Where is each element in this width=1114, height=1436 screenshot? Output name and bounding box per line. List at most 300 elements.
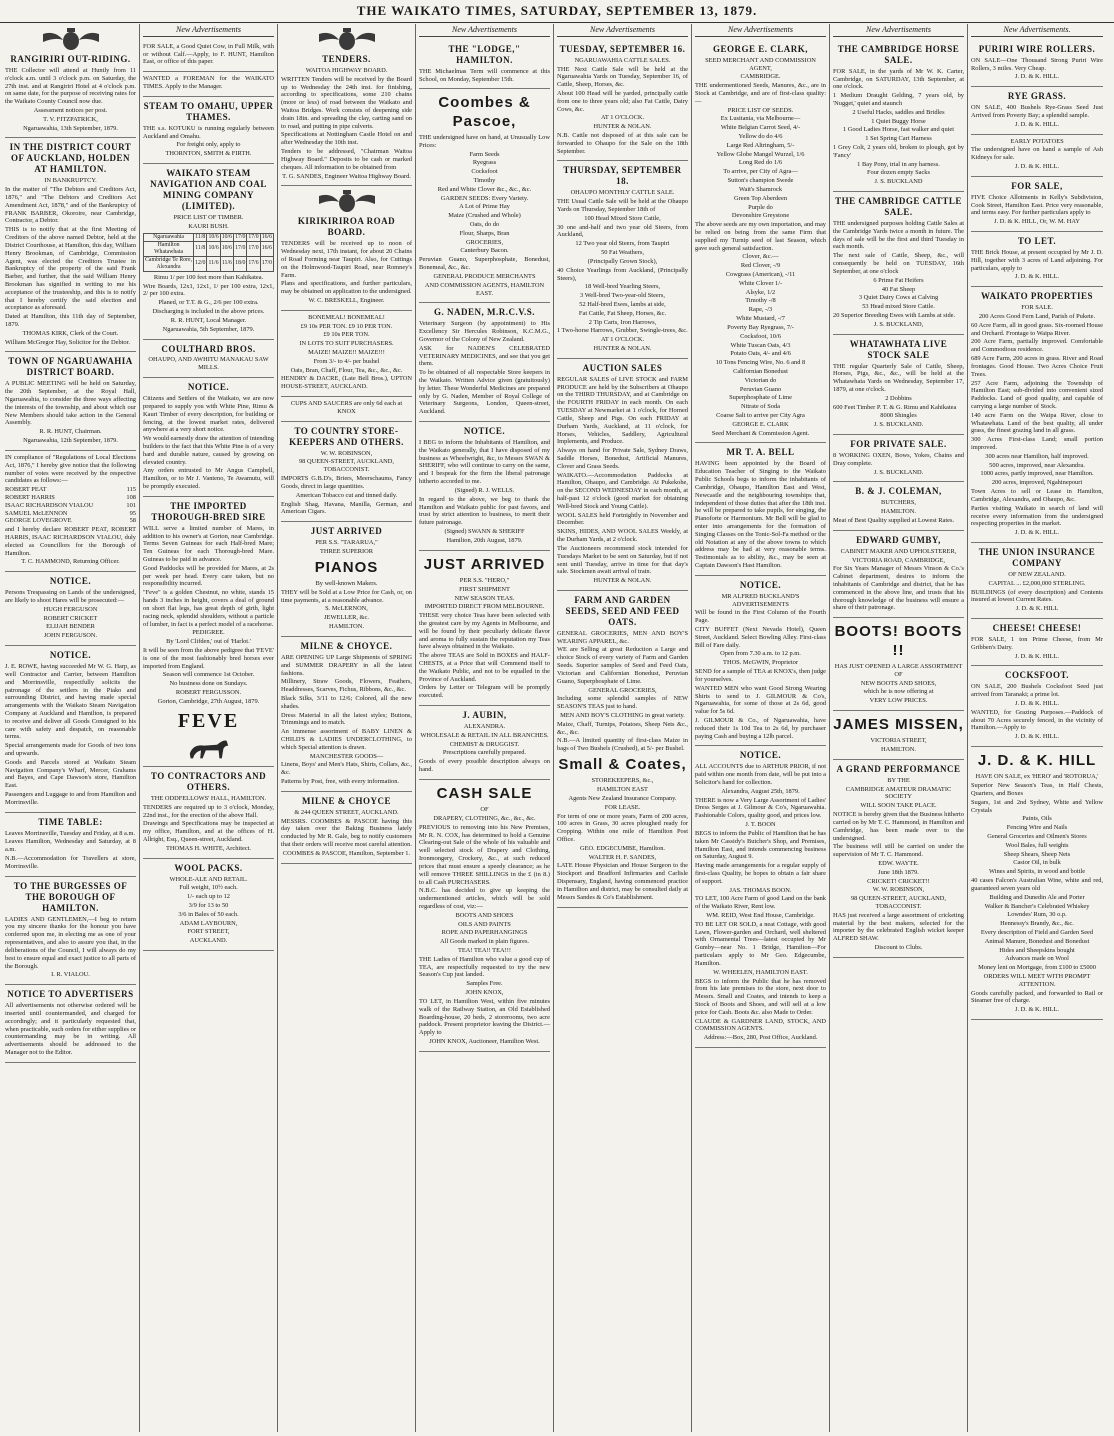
ad-title: NOTICE. xyxy=(49,650,92,661)
ad-text: Rimu 1/ per 100 feet more than Kahikatea. xyxy=(153,273,264,281)
ad-text: HUNTER & NOLAN. xyxy=(593,577,652,585)
ad-text: WHOLESALE & RETAIL IN ALL BRANCHES. xyxy=(420,731,549,739)
ad-text: 1/- each up to 12 xyxy=(187,893,230,901)
ad-text: An immense assortment of BABY LINEN & CHILD'S & LADIES UNDERCLOTHING, to which Special attention is drawn. xyxy=(281,728,412,751)
ad-text: GROCERIES, xyxy=(465,238,504,246)
table-cell: 17/0 xyxy=(235,233,246,240)
ad-text: THESE very choice Teas have been selected with the greatest care by my Agents in Melbourne, and will be found by their peculiarly delicate flavor and aroma to fully sustain the reputation my Teas have always obtained in the Waikato. xyxy=(419,612,550,651)
advertisement xyxy=(143,767,274,859)
ad-text: Wire Boards, 12x1, 12x1, 1/ per 100 extra, 12x1, 2/ per 100 extra. xyxy=(143,282,274,298)
ad-text: WANTED a FOREMAN for the WAIKATO TIMES. Apply to the Manager. xyxy=(143,75,274,90)
ad-text: All advertisements not otherwise ordered will be inserted until countermanded, and charged for accordingly; and it particularly requested that, when practicable, such orders for either supplies or countermanding may be in writing. All advertisements should be addressed to the Manager not to the Editor. xyxy=(5,1002,136,1056)
ad-text: MESSRS. COOMBES & PASCOE having this day taken over the Baking Business lately conducted by Mr R. Gale, beg to notify customers that their orders will receive most careful attention. xyxy=(281,817,412,849)
ad-text: Purple do xyxy=(748,203,773,211)
ad-text: J. S. BUCKLAND. xyxy=(873,421,924,429)
vote-list xyxy=(5,486,136,525)
ad-text: JOHN KNOX, xyxy=(465,989,504,997)
ad-display-heading: PIANOS xyxy=(314,558,379,576)
ad-text: White Tuscan Oats, 4/3 xyxy=(730,341,791,349)
columns-container xyxy=(2,24,1112,1432)
ad-text: 10 Tons Fencing Wire, No. 6 and 8 xyxy=(715,359,806,367)
column-7 xyxy=(830,24,968,1432)
ad-text: BY THE xyxy=(887,776,910,784)
ad-text: 6 Prime Fat Heifers xyxy=(873,276,924,284)
advertisement xyxy=(419,422,550,551)
ad-title: CHEESE! CHEESE! xyxy=(992,622,1082,633)
ad-text: HUNTER & NOLAN. xyxy=(593,345,652,353)
ad-text: FIRST SHIPMENT xyxy=(459,585,510,593)
ad-display-heading: JAMES MISSEN, xyxy=(833,715,964,733)
ad-text: 40 Fat Sheep xyxy=(881,285,916,293)
ad-text: THIS is to notify that at the first Meeting of Creditors of the above named Debtor, held at the District Courthouse, at Hamilton, this day, William Henry Brookman, of Cambridge, Commission Agent, was elected the Creditors Trustee in Bankruptcy of the property of the said Frank Barber, and further, that the said William Henry Brookman has signified in writing to me his acceptance of the trusteeship, and this is to notify that I hereby certify the said election and acceptance as aforesaid. xyxy=(5,226,136,312)
ad-text: TO LET, in Hamilton West, within five minutes walk of the Railway Station, an Old Established Boarding-house, 20 beds, 2 storerooms, two acre paddock. Present proprietor leaving the District.—Apply to xyxy=(419,997,550,1037)
ad-text: 1 Two-horse Harrows, Grubber, Swingle-trees, &c. xyxy=(557,327,688,335)
ad-text: THE undersigned purposes holding Cattle Sales at the Cambridge Yards twice a month in future. The days of sale will be the first and third Tuesday in each month. xyxy=(833,220,964,251)
ad-text: THE Michaelmas Term will commence at this School, on Monday, September 15th. xyxy=(419,67,550,83)
ad-text: Hides and Sheepskins bought xyxy=(999,946,1075,954)
ad-text: White Clover 1/- xyxy=(738,279,783,287)
column-4 xyxy=(416,24,554,1432)
advertisement xyxy=(557,161,688,358)
advertisement xyxy=(143,340,274,379)
ad-text: AT 1 O'CLOCK. xyxy=(600,114,645,122)
ad-text: J. D. & K. HILL. xyxy=(1014,120,1060,128)
ad-text: JAS. THOMAS BOON. xyxy=(729,886,792,894)
ad-text: J. D. & K. HILL. xyxy=(1014,652,1060,660)
ad-text: Advances made on Wool xyxy=(1005,955,1069,963)
column-heading: New Advertisements xyxy=(419,24,550,37)
ad-title: FOR SALE, xyxy=(1011,180,1063,191)
ad-text: ELIJAH BENDER xyxy=(46,623,95,631)
ad-title: WHATAWHATA LIVE STOCK SALE xyxy=(849,338,948,360)
ad-text: Citizens and Settlers of the Waikato, we are now prepared to supply you with White Pine, Rimu & Kauri Timber of every description, for building or fencing, at the lowest market rates, delivered anywhere at a very short notice. xyxy=(143,395,274,434)
ad-text: WILL SOON TAKE PLACE. xyxy=(860,802,937,810)
ad-text: Always on hand for Private Sale, Sydney Draws, Saddle Horses, Bonedust, Artificial Manures, Clover and Grass Seeds. xyxy=(557,447,688,470)
ad-text: ROPE AND PAPERHANGINGS xyxy=(441,929,528,937)
vote-count: 95 xyxy=(129,509,136,517)
ad-text: OHAUPO MONTHLY CATTLE SALE. xyxy=(570,189,675,197)
ad-text: IMPORTS G.B.D's, Briers, Meerschaums, Fancy Goods, direct in large quantities. xyxy=(281,475,412,490)
column-heading: New Advertisements xyxy=(143,24,274,37)
ad-text: Cocksfoot, 10/6 xyxy=(740,332,781,340)
ad-text: HAMILTON. xyxy=(329,623,364,631)
column-3 xyxy=(278,24,416,1432)
ad-text: BEGS to inform the Public of Hamilton that he has taken Mr Cassidy's Butcher's Shop, and Premises, Hamilton East, and intends commencing business on Saturday, August 9. xyxy=(695,829,826,861)
ad-text: PER S.S. "TARARUA," xyxy=(315,539,378,547)
table-cell: 17/0 xyxy=(234,241,247,256)
ad-text: The above TEAS are Sold in BOXES and HALF-CHESTS, at a Price that will Commend itself to the Waikato Public, and not to be equalled in the Province of Auckland. xyxy=(419,652,550,683)
ad-text: White Mustard, -/7 xyxy=(736,315,785,323)
ad-text: Ngaruawahia, 5th September, 1879. xyxy=(162,325,255,333)
ad-text: Superphosphate of Lime xyxy=(729,394,792,402)
advertisement xyxy=(419,303,550,422)
ad-text: LADIES AND GENTLEMEN,—I beg to return you my sincere thanks for the honour you have conferred upon me, in electing me as one of your representatives, and also to assure you that, in the deliberations of the Council, I will always do my best to ensure equal and exact justice to all parts of the Borough. xyxy=(5,915,136,970)
ad-title: THURSDAY, SEPTEMBER 18. xyxy=(563,165,682,187)
advertisement xyxy=(971,666,1103,747)
ad-text: 1 Bay Pony, trial in any harness. xyxy=(857,160,940,168)
ad-title: J. AUBIN, xyxy=(462,710,507,721)
advertisement xyxy=(143,378,274,497)
ad-text: Farm Seeds xyxy=(469,150,500,158)
ad-text: Large Red Altringham, 5/- xyxy=(726,141,795,149)
ad-text: J. D. & K. HILL. xyxy=(1014,733,1060,741)
ad-text: Maize (Crushed and Whole) xyxy=(448,212,521,220)
ad-text: PER S.S. "HERO," xyxy=(459,576,510,584)
ad-title: NOTICE. xyxy=(187,382,230,393)
ad-text: Castor Oil, in bulk xyxy=(1013,859,1061,867)
advertisement xyxy=(281,792,412,864)
ad-text: N.B.—Accommodation for Travellers at store, Morrinsville. xyxy=(5,855,136,870)
ad-text: 1 Grey Colt, 2 years old, broken to plough, got by 'Fancy' xyxy=(833,144,964,159)
ad-text: Fat Cattle, Fat Sheep, Horses, &c. xyxy=(578,309,667,317)
ad-text: WHOLE-ALE AND RETAIL. xyxy=(169,875,248,883)
ad-text: Flour, Sharps, Bran xyxy=(459,229,510,237)
ad-text: 30 one and-half and two year old Steers, from Auckland, xyxy=(557,223,688,239)
ad-text: 500 acres, improved, near Alexandra. xyxy=(989,461,1085,469)
ad-text: Sheep Shears, Sheep Nets xyxy=(1003,850,1071,858)
ad-text: About 100 Head will be yarded, principally cattle from one to three years old; also Fat Cattle, Dairy Cows, &c. xyxy=(557,89,688,113)
ad-text: Specifications at Nottingham Castle Hotel on and after Wednesday the 10th inst. xyxy=(281,131,412,147)
ad-text: Long Red do 1/6 xyxy=(738,159,783,167)
ad-text: T. V. FITZPATRICK, xyxy=(43,115,98,123)
ad-text: COOMBES & PASCOE, Hamilton, September 1. xyxy=(282,849,411,857)
ad-text: Special arrangements made for Goods of two tons and upwards. xyxy=(5,742,136,757)
ad-text: 3/9 for 13 to 50 xyxy=(188,902,229,910)
ad-text: General Groceries and Oilmen's Stores xyxy=(987,833,1087,841)
advertisement xyxy=(143,859,274,951)
ad-text: OF xyxy=(480,806,489,814)
ad-title: STEAM TO OMAHU, UPPER THAMES. xyxy=(143,100,274,122)
advertisement xyxy=(695,443,826,575)
ad-text: JOHN KNOX, Auctioneer, Hamilton West. xyxy=(429,1037,540,1045)
ad-text: Money lent on Mortgage, from £100 to £5000 xyxy=(978,964,1096,972)
ad-text: Hamilton, 20th August, 1879. xyxy=(446,536,523,544)
ad-text: 200 acres, improved, Ngahinepouri xyxy=(991,479,1083,487)
ad-text: DRAPERY, CLOTHING, &c., &c., &c. xyxy=(433,815,536,823)
ad-title: NOTICE. xyxy=(739,750,782,761)
ad-text: OF NEW ZEALAND. xyxy=(1008,570,1066,578)
ad-text: ORDERS WILL MEET WITH PROMPT ATTENTION. xyxy=(983,973,1091,988)
ad-text: 18 Well-bred Yearling Steers, xyxy=(584,283,661,291)
ad-text: HAMILTON EAST xyxy=(597,786,648,794)
advertisement xyxy=(971,232,1103,287)
ad-text: 3 Well-bred Two-year-old Steers, xyxy=(580,292,665,300)
ad-text: GEO. EDGECUMBE, Hamilton. xyxy=(579,844,666,852)
ad-text: CUPS AND SAUCERS are only 6d each at KNOX xyxy=(290,400,403,415)
ad-text: Meat of Best Quality supplied at Lowest Rates. xyxy=(833,517,955,524)
advertisement xyxy=(5,877,136,985)
table-cell: 10/6 xyxy=(220,241,233,256)
ad-text: Peruvian Guano xyxy=(739,385,782,393)
ad-text: Yellow Globe Mangel Wurzel, 1/6 xyxy=(716,150,805,158)
ad-text: WAITOA HIGHWAY BOARD. xyxy=(305,66,388,74)
ad-text: FORT STREET, xyxy=(187,928,230,936)
ad-text: THE ODDFELLOWS' HALL, HAMILTON. xyxy=(150,794,267,802)
ad-text: 300 acres near Hamilton, half improved. xyxy=(985,452,1089,460)
ad-text: A PUBLIC MEETING will be held on Saturday, the 20th September, at the Royal Hall, Ngaruawahia, to consider the three ways affecting the interests of the township, and about which our New Members should take action in the General Assembly. xyxy=(5,380,136,427)
ad-text: Season will commence 1st October. xyxy=(162,671,255,679)
ad-text: NEW SEASON TEAS. xyxy=(454,594,515,602)
ad-text: 8 WORKING OXEN, Bows, Yokes, Chains and Dray complete. xyxy=(833,451,964,467)
ad-text: 2 Useful Hacks, saddles and Bridles xyxy=(852,108,945,116)
ad-text: N.B.—A limited quantity of first-class Maize in bags of Two Bushels (Crushed), at 5/- per Bushel. xyxy=(557,737,688,753)
ad-text: HAMILTON. xyxy=(881,508,916,516)
ad-text: Dress Material in all the latest styles; Buttons, Trimmings and to match. xyxy=(281,711,412,727)
vote-count: 58 xyxy=(129,517,136,525)
ad-text: T. G. SANDES, Engineer Waitoa Highway Board. xyxy=(282,172,411,180)
ad-text: WAIKATO.—Accommodation Paddocks at Hamilton, Ohaupo, and Cambridge. At Pukekohe, on the SECOND WEDNESDAY in each month, at half-past 12 o'clock (good market for obtaining Well-bred Stock and Young Cattle). xyxy=(557,471,688,510)
ad-text: Will be found in the First Column of the Fourth Page. xyxy=(695,609,826,625)
ad-text: Town Acres to sell or Lease in Hamilton, Cambridge, Alexandra, and Ohaupo, &c. xyxy=(971,488,1103,503)
ad-text: Any orders entrusted to Mr Angus Campbell, Hamilton, or to Mr J. Vanteno, Te Awamutu, will be promptly executed. xyxy=(143,467,274,490)
ad-text: Building and Dunedin Ale and Porter xyxy=(989,893,1085,901)
ad-text: Maize, Chaff, Turnips, Potatoes, Sheep Nets &c., &c., &c. xyxy=(557,720,688,736)
ad-text: FIVE Choice Allotments in Kelly's Subdivision, Cook Street, Hamilton East. Price very reasonable, and terms easy. For further particulars apply to xyxy=(971,193,1103,217)
advertisement xyxy=(971,747,1103,1020)
advertisement xyxy=(419,706,550,780)
ad-text: 257 Acre Farm, adjoining the Township of Hamilton East; sub-divided into convenient sized Paddocks. Land of good quality, and capable of carrying a large number of Stock. xyxy=(971,379,1103,410)
ad-text: Four dozen empty Sacks xyxy=(866,169,930,177)
ad-text: Seed Merchant & Commission Agent. xyxy=(711,429,810,437)
ad-text: 98 QUEEN-STREET, AUCKLAND, TOBACCONIST. xyxy=(298,458,395,474)
ad-text: WANTED MEN who want Good Strong Wearing Shirts to send to J. GILMOUR & Co's, Ngaruawahia, for some of those at 2s 6d, good value for 5s 6d. xyxy=(695,684,826,716)
ad-text: HAS JUST OPENED A LARGE ASSORTMENT OF xyxy=(834,662,963,678)
ad-text: For freight only, apply to xyxy=(176,141,241,149)
ad-text: Discharging is included in the above prices. xyxy=(152,308,265,316)
ad-text: TEA! TEA!! TEA!!! xyxy=(457,947,511,955)
ad-display-heading: FEVE xyxy=(177,709,240,732)
ad-text: 600 Feet Timber P. T. & G. Rimu and Kahikatea xyxy=(833,403,957,411)
ad-text: Paints, Oils xyxy=(1022,815,1052,823)
ad-text: Fencing Wire and Nails xyxy=(1006,824,1068,832)
ad-text: Address:—Box, 280, Post Office, Auckland. xyxy=(703,1034,818,1042)
ad-text: "Feve" is a golden Chestnut, no white, stands 15 hands 3 inches in height, covers a deal of ground on short flat legs, has great depth of girth, light racing neck, splendid shoulders, without a particle of lumber, in fact is a perfect model of a racehorse. xyxy=(143,589,274,628)
ad-text: 1 Medium Draught Gelding, 7 years old, by 'Nugget,' quiet and staunch xyxy=(833,92,964,107)
advertisement xyxy=(971,177,1103,232)
ad-text: Alsyke, 1/2 xyxy=(745,288,776,296)
ad-text: 3 Quiet Dairy Cows at Calving xyxy=(858,294,939,302)
ad-text: LATE House Physician and House Surgeon to the Stockport and Bradford Infirmaries and Carlisle Dispensary, England, having commenced practice in Hamilton and district, may be consulted daily at Messrs Sandes & Co's Establishment. xyxy=(557,862,688,901)
ad-text: To arrive, per City of Agra— xyxy=(723,168,798,176)
ad-text: J. D. & K. HILL. xyxy=(1014,1006,1060,1014)
ad-text: WANTED, for Grazing Purposes.—Paddock of about 70 Acres securely fenced, in the vicinity of Hamilton.—Apply to xyxy=(971,708,1103,732)
ad-text: Red and White Clover &c., &c., &c. xyxy=(437,185,532,193)
vote-row xyxy=(5,510,136,518)
ad-text: White Belgian Carrot Seed, 4/- xyxy=(720,124,801,132)
ad-text: William McGregor Hay, Solicitor for the Debtor. xyxy=(5,338,130,346)
ad-text: J. D. & K. HILL. xyxy=(1014,699,1060,707)
advertisement xyxy=(971,287,1103,543)
ad-text: JEWELLER, &c. xyxy=(324,614,369,622)
advertisement xyxy=(5,985,136,1063)
ad-text: J. S. BUCKLAND xyxy=(874,178,923,186)
ad-text: 100 Head Mixed Store Cattle, xyxy=(584,214,661,222)
ad-text: Gorton, Cambridge, 27th August, 1879. xyxy=(157,697,260,705)
ad-text: THE Ladies of Hamilton who value a good cup of TEA, are respectfully requested to try the new Season's Cup just landed. xyxy=(419,955,550,979)
ad-text: MANCHESTER GOODS— xyxy=(309,752,384,760)
ad-text: J. D. & K. HILL. xyxy=(1014,529,1060,537)
ad-text: J. D. & K. HILL. xyxy=(1014,73,1060,81)
advertisement xyxy=(5,352,136,450)
ad-text: WRITTEN Tenders will be received by the Board up to Wednesday the 24th inst. for finishing, according to specifications, some 210 chains (more or less) of road between the Waikato and Waitoa Bridges. Work consists of deepening side drain 18in. and spreading the clay, carting sand on to road, and putting in pipe culverts. xyxy=(281,75,412,130)
ad-text: Potato Oats, 4/- and 4/6 xyxy=(730,350,791,358)
ad-text: Every description of Field and Garden Seed xyxy=(980,928,1094,936)
ad-text: Dated at Hamilton, this 11th day of September, 1879. xyxy=(5,313,136,328)
advertisement xyxy=(833,40,964,192)
advertisement xyxy=(419,40,550,90)
ad-text: Hennessy's Brandy, &c., &c. xyxy=(1000,920,1074,928)
ad-title: FOR PRIVATE SALE. xyxy=(850,439,947,449)
ad-display-heading: J. D. & K. HILL xyxy=(977,752,1097,770)
ad-text: Samples Free. xyxy=(466,980,503,988)
table-cell: 18/0 xyxy=(234,256,247,271)
ad-text: Clover, &c.— xyxy=(742,253,779,261)
ad-text: £9 10s PER TON. xyxy=(323,331,370,339)
ad-text: Yellow do do 4/6 xyxy=(738,133,783,141)
ad-text: 200 Acres Good Fern Land, Parish of Pukete. xyxy=(978,313,1096,321)
ad-text: S. McLERNON, xyxy=(325,605,368,613)
ad-text: WILL serve a limited number of Mares, in addition to his owner's at Gorton, near Cambridge. Terms Seven Guineas for each Half-bred Mare; Ten Guineas for each Thorough-bred Mare. Guineas to be paid in advance. xyxy=(143,524,274,563)
ad-text: ALL ACCOUNTS due to ARTHUR PRIOR, if not paid within one month from date, will be put into a Solicitor's hand for collection. xyxy=(695,763,826,786)
ad-text: 50 Fat Weathers, xyxy=(601,249,644,257)
ad-text: VERY LOW PRICES. xyxy=(869,697,928,705)
ad-text: June 18th 1879. xyxy=(878,868,919,876)
ad-title: COCKSFOOT. xyxy=(1004,670,1070,681)
table-cell: 10/6 xyxy=(221,233,233,240)
ad-text: TO LET, 100 Acre Farm of good Land on the bank of the Waikato River, Rent low. xyxy=(695,895,826,911)
table-cell: 16/6 xyxy=(260,241,273,256)
ad-text: OHAUPO, AND AWHITU MANAKAU SAW MILLS. xyxy=(148,356,269,372)
ad-text: PEDIGREE. xyxy=(192,629,225,637)
table-cell: 16/6 xyxy=(261,233,272,240)
advertisement xyxy=(5,138,136,352)
ad-text: For term of one or more years, Farm of 200 acres, 100 acres in Grass, 30 acres ploughed ready for Cropping. Within one mile of Hamilton Post Office. xyxy=(557,812,688,844)
ad-text: Planed, or T.T. & G., 2/6 per 100 extra. xyxy=(158,299,259,307)
ad-text: Lowndes' Rum, 30 o.p. xyxy=(1007,911,1067,919)
ad-text: MAIZE! MAIZE!! MAIZE!!! xyxy=(308,349,385,357)
ad-text: HAS just received a large assortment of cricketing material by the best makers, selected for the importer by the celebrated English wicket keeper ALFRED SHAW. xyxy=(833,911,964,943)
advertisement xyxy=(419,780,550,1052)
ad-text: The Auctioneers recommend stock intended for Tuesdays Market to be sent on Saturday, but if not sent until Tuesday, arrive in time for that day's sale. Stockmen await arrival of train. xyxy=(557,544,688,576)
ad-text: By 'Lord Clifden,' out of 'Harlot.' xyxy=(166,638,251,646)
ad-title: AUCTION SALES xyxy=(582,362,663,373)
table-cell: 17/0 xyxy=(260,256,273,271)
ad-text: FOR SALE, 1 ton Prime Cheese, from Mr Gribben's Dairy. xyxy=(971,635,1103,651)
ad-text: AT 1 O'CLOCK. xyxy=(600,336,645,344)
ad-title: A GRAND PERFORMANCE xyxy=(836,763,961,774)
ad-text: N.B. Cattle not disposed of at this sale can be forwarded to Ohaupo for the Sale on the 18th September. xyxy=(557,132,688,155)
ad-text: ARE OPENING UP Large Shipments of SPRING and SUMMER DRAPERY in all the latest fashions. xyxy=(281,653,412,677)
ad-text: J. S. BUCKLAND, xyxy=(873,320,924,328)
column-heading: New Advertisements xyxy=(833,24,964,37)
ad-text: HUNTER & NOLAN. xyxy=(593,123,652,131)
advertisement xyxy=(281,522,412,637)
ad-title: TO CONTRACTORS AND OTHERS. xyxy=(150,771,267,792)
ad-text: VICTORIA ROAD, CAMBRIDGE, xyxy=(852,556,945,564)
ad-text: Sutton's champion Swede xyxy=(727,177,794,185)
ad-text: FOR SALE. xyxy=(1021,304,1053,312)
ad-text: (Principally Grown Stock), xyxy=(587,257,658,265)
ad-text: Patterns by Post, free, with every information. xyxy=(281,778,400,786)
ad-text: Californian Bonedust xyxy=(733,367,788,375)
column-1 xyxy=(2,24,140,1432)
advertisement xyxy=(5,24,136,138)
ad-text: N.B.C. has decided to give up keeping the undermentioned articles, which will be sold regardless of cost, viz:— xyxy=(419,887,550,910)
ad-text: HAVE ON SALE, ex 'HERO' and 'ROTORUA,' xyxy=(975,773,1099,781)
table-cell: 17/6 xyxy=(247,256,260,271)
ad-text: NEW BOOTS AND SHOES, xyxy=(860,679,937,687)
ad-text: Parties visiting Waikato in search of land will receive every information from the undersigned respecting properties in the market. xyxy=(971,504,1103,528)
ad-text: Goods carefully packed, and forwarded to Rail or Steamer free of charge. xyxy=(971,989,1103,1005)
ad-text: Having made arrangements for a regular supply of first-class Quality, he hopes to obtain a fair share of support. xyxy=(695,862,826,885)
ad-text: Discount to Clubs. xyxy=(874,944,923,952)
horse-icon xyxy=(184,736,234,760)
ad-text: Full weight, 10½ each. xyxy=(179,884,238,892)
ad-text: The business will still be carried on under the supervision of Mr T. C. Hammond. xyxy=(833,843,964,859)
advertisement xyxy=(833,711,964,760)
ad-title: G. NADEN, M.R.C.V.S. xyxy=(433,307,536,318)
column-5 xyxy=(554,24,692,1432)
ad-text: FOR SALE, a Good Quiet Cow, in Full Milk, with or without Calf.—Apply, to F. HUNT, Hamilton East, or office of this paper. xyxy=(143,42,274,66)
ad-text: WM. REID, West End House, Cambridge. xyxy=(706,912,815,919)
ad-text: Wait's Shamrock xyxy=(738,185,783,193)
ad-title: TO LET. xyxy=(1017,236,1057,247)
table-cell: 12/0 xyxy=(194,256,207,271)
ad-text: J. T. BOON xyxy=(745,821,776,829)
vote-count: 108 xyxy=(126,493,136,501)
advertisement xyxy=(695,576,826,747)
crest-icon xyxy=(317,190,377,214)
ad-text: EDW. WAYTE. xyxy=(878,859,919,867)
ad-text: 8000 Shingles xyxy=(880,412,917,420)
advertisement xyxy=(833,531,964,618)
ad-text: Victorian do xyxy=(744,376,777,384)
ad-text: (Signed) SWANN & SHERIFF xyxy=(444,527,525,535)
advertisement xyxy=(833,435,964,482)
ad-text: Drawings and Specifications may be inspected at my office, Hamilton, and at the offices of H. Allright, Esq., Queen-street, Auckland. xyxy=(143,820,274,844)
ad-text: Linens, Boys' and Men's Hats, Shirts, Collars, &c., &c. xyxy=(281,761,412,777)
ad-text: 2 Dobbins xyxy=(885,394,912,402)
ad-text: ON SALE, 200 Bushels Cocksfoot Seed just arrived from Taranaki; a prime lot. xyxy=(971,683,1103,699)
ad-text: IN LOTS TO SUIT PURCHASERS. xyxy=(299,340,394,348)
ad-text: THREE SUPERIOR xyxy=(319,547,374,555)
ad-text: GENERAL GROCERIES, xyxy=(588,686,657,694)
advertisement xyxy=(971,543,1103,619)
ad-text: 1 Good Ladies Horse, fast walker and quiet xyxy=(842,126,955,134)
ad-text: W. W. ROBINSON, xyxy=(872,886,925,894)
ad-title: NOTICE TO ADVERTISERS xyxy=(7,989,134,1000)
ad-text: CITY BUFFET (Next Nevada Hotel), Queen Street, Auckland. Select Bowling Alley. First-class Bill of Fare daily. xyxy=(695,626,826,649)
ad-text: T. C. HAMMOND, Returning Officer. xyxy=(21,558,120,566)
ad-title: FARM AND GARDEN SEEDS, SEED AND FEED OATS. xyxy=(565,594,680,627)
ad-title: NOTICE. xyxy=(49,576,92,587)
ad-text: Devonshire Greystone xyxy=(731,212,790,220)
ad-text: BUTCHERS, xyxy=(881,499,916,507)
ad-title: THE "LODGE," HAMILTON. xyxy=(448,43,521,65)
ad-text: GEORGE E. CLARK xyxy=(732,420,789,428)
advertisement xyxy=(833,760,964,958)
ad-title: MR T. A. BELL xyxy=(726,447,795,458)
ad-text: THE undersigned have on hand, at Unusually Low Prices: xyxy=(419,133,550,149)
ad-text: 200 Acre Farm, partially improved. Comfortable and Commodious residence. xyxy=(971,338,1103,354)
advertisement xyxy=(5,572,136,646)
ad-text: 20 Superior Breeding Ewes with Lambs at side. xyxy=(833,311,956,319)
ad-text: Including some splendid samples of NEW SEASON'S TEAS just to hand. xyxy=(557,695,688,711)
ad-text: TENDERS will be received up to noon of Wednesday next, 17th instant, for about 20 Chains of Road Forming near Taupiri. Also, for Cuttings on the Holmwood-Taupiri Road, near Romney's Farm. xyxy=(281,240,412,279)
ad-text: Timothy -/8 xyxy=(745,297,776,305)
advertisement xyxy=(971,619,1103,666)
advertisement xyxy=(5,646,136,813)
